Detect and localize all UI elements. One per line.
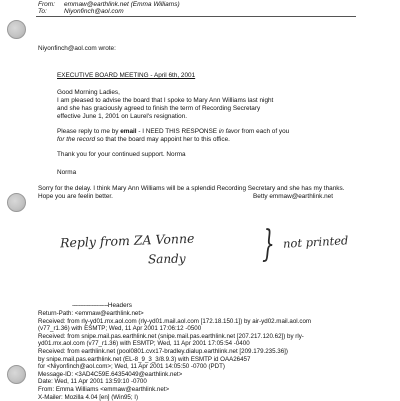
notice-thanks: Thank you for your continued support. Norma — [57, 151, 186, 158]
from-value: emmaw@earthlink.net (Emma Williams) — [64, 1, 180, 8]
notice-para2-line1 — [57, 128, 289, 135]
para2-text-f: so that the board may appoint her to this office. — [95, 136, 230, 143]
from-line — [38, 1, 180, 8]
header-line: for <Niyonfinch@aol.com>; Wed, 11 Apr 2001 14:05:50 -0700 (PDT) — [38, 363, 225, 371]
header-line: Received: from earthlink.net (pool0801.cvx17-bradley.dialup.earthlink.net [209.179.235.36]) — [38, 347, 288, 355]
handwritten-not-printed: not printed — [282, 233, 349, 251]
para2-text-e: from each of you — [239, 128, 290, 135]
headers-block — [38, 310, 311, 401]
header-line: Received: from rly-yd01.mx.aol.com (rly-yd01.mail.aol.com [172.18.150.1]) by air-yd02.mail.aol.com — [38, 317, 312, 325]
to-line — [38, 8, 124, 15]
notice-para1-line1: I am pleased to advise the board that I spoke to Mary Ann Williams last night — [57, 97, 274, 104]
reply-line1: Sorry for the delay. I think Mary Ann Williams will be a splendid Recording Secretary and she has my thanks. — [38, 185, 345, 192]
notice-para2-line2 — [57, 136, 230, 143]
quoted-intro: Niyonfinch@aol.com wrote: — [38, 45, 116, 52]
notice-signoff: Norma — [57, 169, 77, 176]
to-label: To: — [38, 8, 47, 15]
header-line: (v77_r1.36) with ESMTP; Wed, 11 Apr 2001 17:06:12 -0500 — [38, 325, 202, 333]
header-line: From: Emma Williams <emmaw@earthlink.net> — [38, 385, 170, 393]
header-rule — [36, 16, 356, 17]
header-line: yd01.mx.aol.com (v77_r1.36) with ESMTP; Wed, 11 Apr 2001 17:05:54 -0400 — [38, 340, 250, 348]
headers-label: ----------------------Headers — [72, 302, 132, 309]
notice-para1-line2: and she has graciously agreed to finish the term of Recording Secretary — [57, 105, 261, 112]
header-line: Message-ID: <3AD4C59E.64354049@earthlink.net> — [38, 370, 183, 378]
para2-email-emph: email — [120, 128, 137, 135]
to-value: Niyonfinch@aol.com — [64, 8, 124, 15]
punch-hole-middle — [7, 193, 26, 212]
para2-text-a: Please reply to me by — [57, 128, 121, 135]
para2-for-record: for the record — [57, 136, 96, 143]
headers-label-text: Headers — [107, 302, 132, 309]
punch-hole-bottom — [7, 365, 26, 384]
punch-hole-top — [7, 20, 26, 39]
header-line: Date: Wed, 11 Apr 2001 13:59:10 -0700 — [38, 378, 147, 386]
handwritten-sandy: Sandy — [147, 251, 186, 267]
handwritten-reply-from: Reply from ZA Vonne — [59, 230, 195, 251]
para2-text-c: - I NEED THIS RESPONSE — [136, 128, 219, 135]
reply-signature: Betty emmaw@earthlink.net — [253, 193, 334, 200]
reply-line2: Hope you are feelin better. — [38, 193, 113, 200]
header-line: X-Mailer: Mozilla 4.04 [en] (Win95; I) — [38, 393, 139, 401]
para2-in-favor: in favor — [218, 128, 240, 135]
header-line: Received: from snipe.mail.pas.earthlink.net (snipe.mail.pas.earthlink.net [207.217.120.62]) by rly- — [38, 332, 304, 340]
notice-greeting: Good Morning Ladies, — [57, 89, 120, 96]
handwritten-brace: } — [262, 224, 275, 265]
header-line: by snipe.mail.pas.earthlink.net (EL-8_9_3_3/8.9.3) with ESMTP id OAA26457 — [38, 355, 251, 363]
notice-para1-line3: effective June 1, 2001 on Laurel's resignation. — [57, 113, 188, 120]
notice-title: EXECUTIVE BOARD MEETING - April 6th, 2001 — [57, 72, 196, 79]
from-label: From: — [38, 1, 55, 8]
header-line: Return-Path: <emmaw@earthlink.net> — [38, 310, 144, 317]
